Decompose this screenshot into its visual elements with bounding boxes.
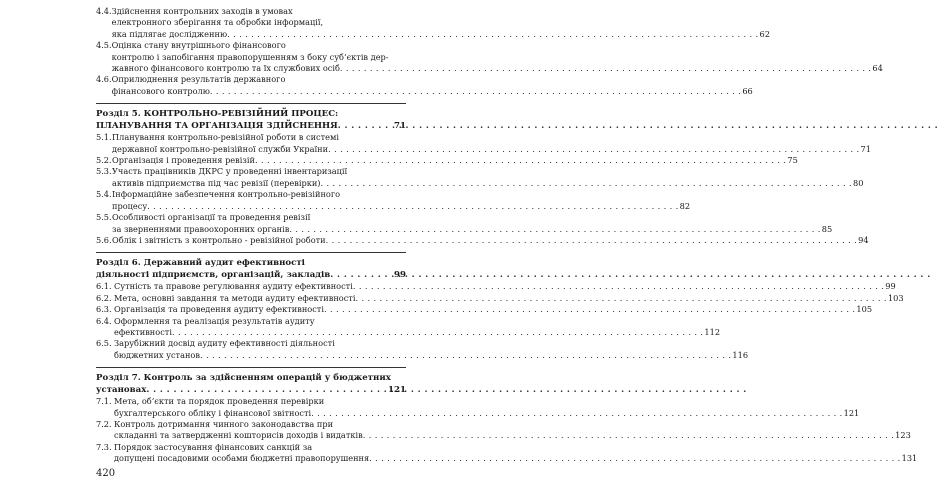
table-of-contents	[96, 6, 918, 465]
leader-dots	[147, 201, 678, 212]
leader-dots	[289, 224, 820, 235]
entry-line	[114, 327, 720, 338]
entry-line: Мета, об’єкти та порядок проведення перевірки	[114, 396, 325, 407]
entry-line-text: Сутність та правове регулювання аудиту ефективності	[114, 281, 353, 292]
entry-line-text: бюджетних установ	[114, 349, 200, 360]
toc-entry	[96, 40, 883, 74]
entry-page: 82	[679, 200, 691, 211]
entry-text	[114, 396, 859, 419]
leader-dots	[227, 29, 758, 40]
leader-dots	[255, 155, 786, 166]
entry-line-text: державної контрольно-ревізійної служби України	[112, 143, 329, 154]
leader-dots	[326, 235, 857, 246]
section-5-page: 71	[394, 121, 406, 132]
leader-dots	[321, 178, 852, 189]
entry-number: 6.2.	[96, 292, 112, 303]
entry-line	[114, 430, 911, 441]
entry-text	[112, 189, 690, 212]
entry-number: 7.2.	[96, 418, 112, 429]
entry-line-text: допущені посадовими особами бюджетні правопорушення	[114, 453, 370, 464]
section-divider	[96, 103, 406, 104]
leader-dots	[369, 453, 900, 464]
entry-line	[112, 155, 798, 166]
entry-page: 71	[860, 143, 871, 154]
toc-section-7	[96, 372, 918, 464]
toc-entry	[96, 74, 753, 97]
entry-text	[114, 419, 911, 442]
entry-page: 66	[742, 85, 753, 96]
section-5-title: Розділ 5. КОНТРОЛЬНО-РЕВІЗІЙНИЙ ПРОЦЕС: ПЛАНУВАННЯ ТА ОРГАНІЗАЦІЯ ЗДІЙСНЕННЯ . . . 71	[96, 108, 406, 132]
entry-number: 4.4.	[96, 6, 112, 16]
toc-section-5	[96, 108, 871, 246]
entry-number: 6.1.	[96, 281, 112, 292]
toc-entry	[96, 155, 798, 166]
toc-entry	[96, 418, 911, 442]
entry-page: 103	[887, 292, 904, 303]
entry-page: 80	[852, 177, 864, 188]
entry-line-text: активів підприємства під час ревізії (перевірки)	[112, 177, 321, 188]
toc-chapter4-tail	[96, 6, 883, 97]
entry-line	[112, 224, 832, 235]
entry-line	[114, 350, 748, 361]
leader-dots	[340, 63, 871, 74]
entry-text	[114, 442, 917, 465]
entry-page: 123	[895, 430, 911, 441]
entry-line: електронного зберігання та обробки інформації,	[111, 17, 324, 28]
entry-number: 5.3.	[96, 166, 112, 177]
entry-text	[114, 338, 748, 361]
entry-line-text: Організація і проведення ревізій	[112, 155, 255, 166]
entry-number: 5.5.	[96, 212, 112, 223]
toc-entry	[96, 338, 749, 361]
entry-line: Здійснення контрольних заходів в умовах	[111, 6, 293, 16]
entry-line: Оформлення та реалізація результатів аудиту	[114, 315, 315, 326]
entry-line-text: за зверненнями правоохоронних органів	[112, 223, 290, 234]
entry-page: 85	[821, 223, 833, 234]
entry-page: 131	[901, 453, 918, 464]
toc-entry	[96, 315, 721, 339]
leader-dots	[355, 293, 886, 304]
entry-text	[112, 235, 869, 246]
toc-entry	[96, 281, 896, 292]
leader-dots	[210, 86, 741, 97]
entry-line	[112, 144, 871, 155]
section-7-entries	[96, 396, 918, 464]
toc-entry	[96, 212, 833, 235]
entry-page: 64	[872, 63, 883, 74]
entry-number: 4.6.	[96, 74, 112, 85]
entry-line-text: процесу	[112, 200, 148, 211]
entry-page: 112	[704, 326, 721, 337]
entry-line: Особливості організації та проведення ревізії	[112, 212, 311, 223]
toc-entry	[96, 166, 864, 189]
toc-entry	[96, 132, 871, 155]
entry-number: 6.5.	[96, 338, 112, 349]
entry-line	[114, 453, 917, 464]
section-5-entries	[96, 132, 871, 246]
entry-line-text: фінансового контролю	[111, 85, 210, 96]
toc-entry	[96, 234, 869, 246]
entry-line	[114, 293, 904, 304]
page-number: 420	[96, 468, 116, 479]
entry-number: 4.5.	[96, 40, 112, 51]
section-divider	[96, 367, 406, 368]
leader-dots	[353, 281, 884, 292]
entry-line-text: складанні та затвердженні кошторисів доходів і видатків	[114, 430, 363, 441]
entry-line	[112, 63, 883, 74]
entry-line	[112, 86, 753, 97]
entry-line: Оприлюднення результатів державного	[111, 74, 286, 85]
leader-dots	[328, 144, 859, 155]
toc-section-6	[96, 257, 904, 361]
section-7-title: Розділ 7. Контроль за здійсненням операцій у бюджетних установах . . . 121	[96, 372, 406, 396]
entry-line-text: Організація та проведення аудиту ефективності	[114, 304, 324, 315]
entry-text	[112, 155, 798, 166]
entry-text	[112, 212, 832, 235]
entry-text	[114, 281, 896, 292]
entry-line-text: Облік і звітність з контрольно - ревізійної роботи	[112, 234, 326, 245]
toc-entry	[96, 441, 918, 465]
entry-line	[112, 235, 869, 246]
toc-entry	[96, 396, 860, 419]
entry-text	[114, 293, 904, 304]
entry-number: 6.3.	[96, 304, 112, 315]
leader-dots	[172, 327, 703, 338]
entry-line: Планування контрольно-ревізійної роботи в системі	[112, 132, 339, 143]
leader-dots	[324, 304, 855, 315]
entry-line: Зарубіжний досвід аудиту ефективності діяльності	[114, 338, 335, 349]
entry-number: 6.4.	[96, 315, 112, 326]
section-7-page: 121	[388, 385, 406, 396]
entry-line: Оцінка стану внутрішнього фінансового	[111, 40, 286, 51]
entry-page: 62	[759, 28, 770, 39]
leader-dots	[311, 408, 842, 419]
entry-text	[112, 6, 770, 40]
entry-text	[114, 316, 720, 339]
entry-number: 5.1.	[96, 132, 112, 143]
leader-dots	[200, 350, 731, 361]
entry-line: Контроль дотримання чинного законодавства при	[114, 418, 334, 429]
entry-number: 5.2.	[96, 155, 112, 166]
entry-text	[114, 304, 872, 315]
toc-entry	[96, 189, 691, 212]
entry-page: 105	[856, 304, 873, 315]
entry-page: 75	[787, 155, 798, 166]
entry-page: 99	[885, 281, 896, 292]
toc-entry	[96, 6, 770, 40]
leader-dots	[363, 430, 894, 441]
entry-line-text: яка підлягає дослідженню	[111, 28, 228, 39]
entry-line-text: Мета, основні завдання та методи аудиту ефективності	[114, 292, 356, 303]
toc-entry	[96, 304, 873, 315]
entry-number: 7.3.	[96, 441, 112, 452]
entry-page: 116	[732, 349, 749, 360]
section-6-page: 99	[394, 270, 406, 281]
entry-text	[112, 132, 871, 155]
entry-line-text: ефективності	[114, 326, 172, 337]
entry-line	[114, 408, 859, 419]
section-6-entries	[96, 281, 904, 361]
entry-number: 5.4.	[96, 189, 112, 200]
entry-page: 94	[858, 234, 869, 245]
entry-line	[112, 178, 863, 189]
entry-line	[114, 281, 896, 292]
section-divider	[96, 252, 406, 253]
entry-line: Порядок застосування фінансових санкцій за	[114, 441, 313, 452]
entry-line	[114, 304, 872, 315]
entry-number: 7.1.	[96, 396, 112, 407]
entry-text	[112, 40, 883, 74]
entry-number: 5.6.	[96, 234, 112, 245]
entry-text	[112, 74, 753, 97]
entry-page: 121	[843, 407, 860, 418]
entry-line	[112, 29, 770, 40]
entry-line	[112, 201, 690, 212]
entry-line: Інформаційне забезпечення контрольно-ревізійного	[112, 189, 341, 200]
entry-line: контролю і запобігання правопорушенням з боку суб’єктів дер-	[111, 51, 389, 62]
entry-text	[112, 166, 863, 189]
toc-entry	[96, 292, 904, 304]
entry-line-text: бухгалтерського обліку і фінансової звітності	[114, 407, 312, 418]
entry-line: Участь працівників ДКРС у проведенні інвентаризації	[112, 166, 348, 177]
section-6-title: Розділ 6. Державний аудит ефективності діяльності підприємств, організацій, закладів . . . 99	[96, 257, 406, 281]
entry-line-text: жавного фінансового контролю та їх службових осіб	[111, 63, 340, 74]
